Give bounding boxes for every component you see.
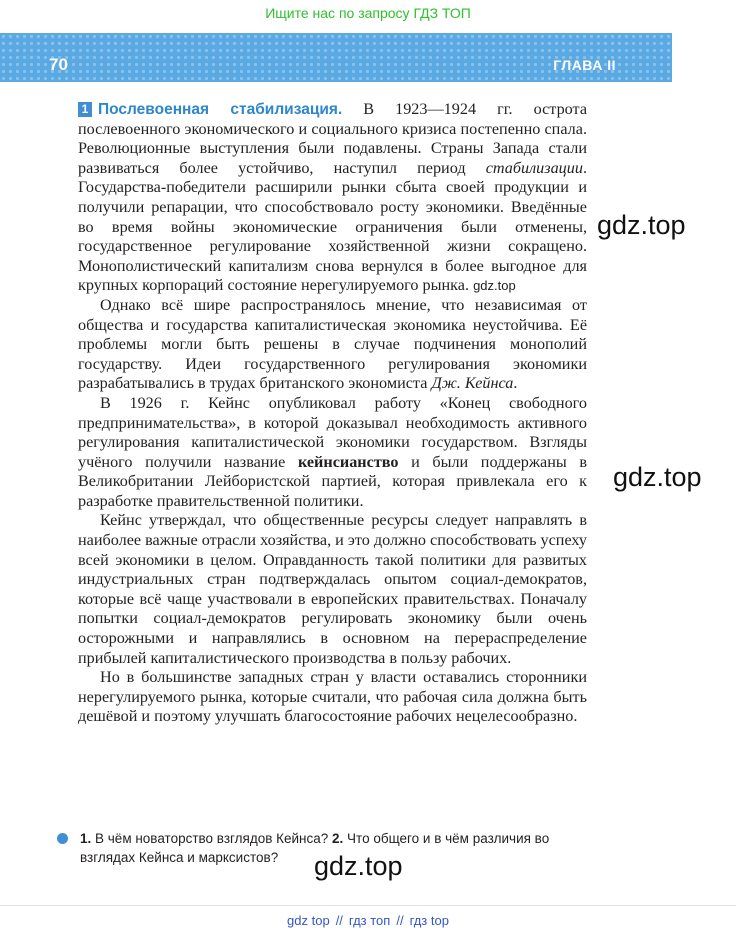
watermark-1: gdz.top [597,210,686,240]
footer-link-gdz-top-mixed[interactable]: гдз top [409,913,449,928]
page-number: 70 [49,55,68,74]
section-title: Послевоенная стабилизация. [98,101,343,118]
name-keynes: Дж. Кейнса [431,374,514,393]
footer-links [0,913,736,928]
footer-link-gdz-top-ru[interactable]: гдз топ [348,913,391,928]
paragraph-4: Кейнс утверждал, что общественные ресурсы следует направлять в наиболее важные отрасли хозяйства, и это должно способствовать успеху всей экономики в целом. Оправданность такой политики для развитых индустриальных стран подтверждалась опытом социал-демократов, которые всё чаще участвовали в европейских правительствах. Поначалу попытки социал-демократов регулировать экономику были очень осторожными и направлялись в основном на перераспределение прибылей капиталистического производства в пользу рабочих. [78,511,587,667]
paragraph-2-text-b: . [513,374,518,393]
footer-link-gdz-top[interactable]: gdz top [287,913,330,928]
paragraph-3 [78,394,587,512]
paragraph-1-text-b: . Государства-победители расширили рынки сбыта своей продукции и получили репарации, что способствовало росту экономики. Введённые во время войны экономические ограничения были отменены, государственное регулирование хозяйственной жизни сокращено. Монополистический капитализм снова вернулся в более выгодное для крупных корпораций состояние нерегулируемого рынка. [78,158,587,295]
main-text [78,100,587,727]
section-number-badge: 1 [78,102,92,117]
paragraph-2-text-a: Однако всё шире распространялось мнение, что независимая от общества и государства капиталистическая экономика неустойчива. Её проблемы могли быть решены в случае подчинения монополий государству. Идеи государственного регулирования экономики разрабатывались в трудах британского экономиста [78,295,587,393]
footer-divider [0,905,736,906]
question-1: В чём новаторство взглядов Кейнса? [91,831,333,846]
paragraph-1 [78,100,587,296]
inline-watermark: gdz.top [473,278,516,294]
footer-separator-1: // [335,913,343,928]
question-bullet-icon [57,833,68,844]
question-1-number: 1. [80,831,92,846]
paragraph-3-text-b: и были поддержаны в Великобритании Лейбористской партией, которая привлекала его к разработке правительственной политики. [78,452,588,510]
paragraph-5: Но в большинстве западных стран у власти оставались сторонники нерегулируемого рынка, которые считали, что рабочая сила должна быть дешёвой и поэтому улучшать благосостояние рабочих нецелесообразно. [78,668,587,726]
paragraph-2 [78,296,587,394]
footer-separator-2: // [396,913,404,928]
watermark-2: gdz.top [613,462,702,492]
watermark-3: gdz.top [314,851,403,881]
search-hint-banner[interactable]: Ищите нас по запросу ГДЗ ТОП [265,5,471,21]
paragraph-3-text-a: В 1926 г. Кейнс опубликовал работу «Конец свободного предпринимательства», в которой доказывал необходимость активного регулирования капиталистической экономики государством. Взгляды учёного получили название [78,393,587,471]
chapter-label: ГЛАВА II [553,57,616,73]
question-2: Что общего и в чём различия во взглядах Кейнса и марксистов? [80,831,550,865]
paragraph-1-text-a: В 1923—1924 гг. острота послевоенного экономического и социального кризиса постепенно спала. Революционные выступления были подавлены. Страны Запада стали развиваться более устойчиво, наступил период [78,100,588,177]
term-stabilization: стабилизации [485,158,583,177]
term-keynesianism: кейнсианство [297,452,399,471]
question-2-number: 2. [332,831,344,846]
